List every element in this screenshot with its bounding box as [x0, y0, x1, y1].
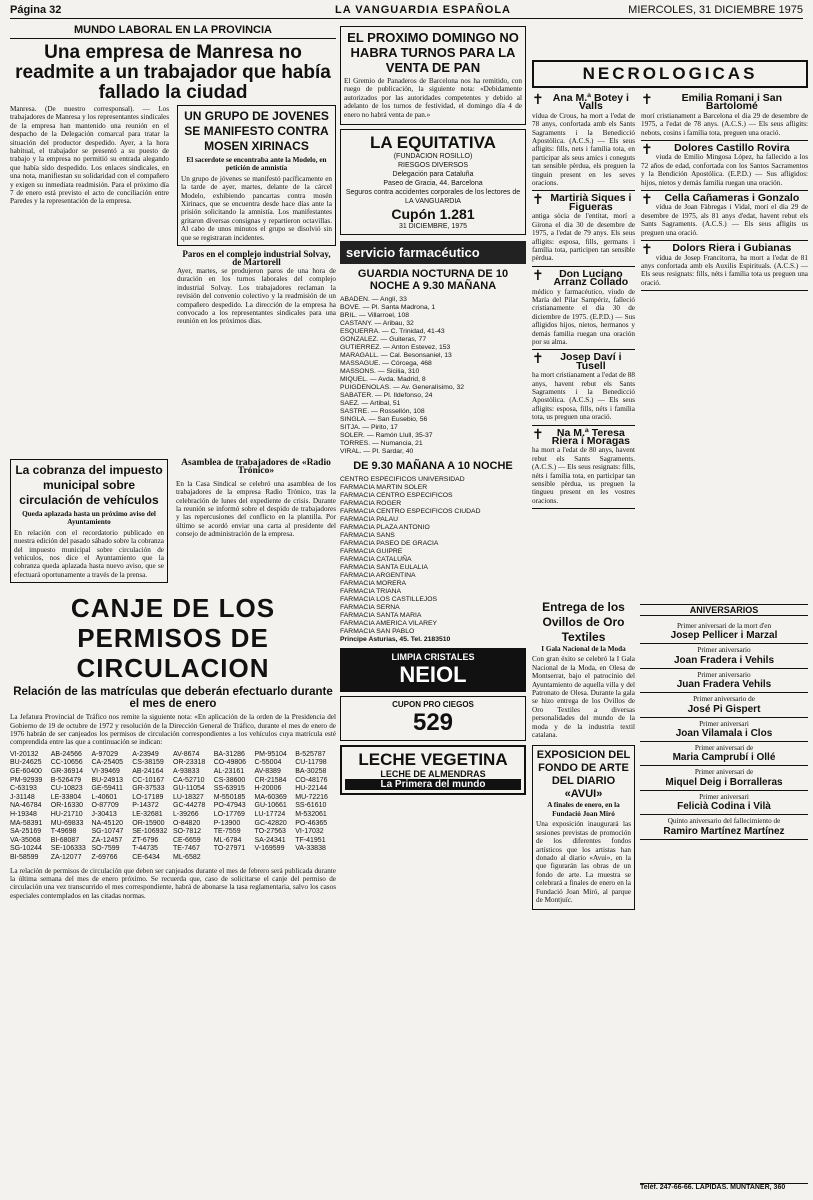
plate-code: GR-37533 [132, 785, 165, 793]
pharmacy-entry: FARMACIA PLAZA ANTONIO [340, 524, 430, 532]
canje-closing: La relación de permisos de circulación que deben ser canjeados durante el mes de febrero será publicada durante la última semana del mes de enero próximo. Se recuerda que, caso de solicitarse el canje del permiso de circulación una vez transcurrido el mes correspondiente, habrá de abonarse la tasa reglamentaria, salvo los casos especiales contemplados en las citadas normas. [10, 866, 336, 900]
pharmacy-entry: SINGLA. — San Eusebio, 56 [340, 416, 428, 424]
plate-code: CE-6659 [173, 836, 201, 844]
plate-code: C-63193 [10, 785, 37, 793]
plate-code: BA-31286 [213, 750, 245, 758]
fondo-body: Una exposición inaugurará las sesiones previstas de promoción de los diferentes fondos artísticos que los artistas han donado al diario «Avui», en la que figurarán las obras de un fondo de arte. La muestra se celebrará a finales de enero en la Fundació Joan Miró, al parque de Montjuïc. [536, 820, 631, 904]
plate-code: TE-7467 [173, 845, 200, 853]
plate-code: PO-47943 [213, 802, 246, 810]
cross-icon: ✝ [641, 143, 653, 159]
pharmacy-guardia-night: GUARDIA NOCTURNA DE 10 NOCHE A 9.30 MAÑANA [357, 268, 509, 293]
neiol-ad [340, 648, 526, 692]
cross-icon: ✝ [641, 243, 653, 259]
pharmacy-note: Principe Asturias, 45. Tel. 2183510 [340, 636, 451, 644]
plate-code: T-49698 [50, 828, 77, 836]
masthead [10, 4, 803, 19]
obituary-entry [532, 353, 635, 425]
plate-code: BU-24625 [10, 759, 42, 767]
domingo-body: El Gremio de Panaderos de Barcelona nos ha remitido, con ruego de publicación, la siguiente nota: «Debidamente autorizados por las autoridades competentes y debido al adelanto de los turnos de festividad, el domingo día 4 de enero no habrá venta de pan.» [344, 77, 522, 119]
pharmacy-entry: FARMACIA ROGER [340, 500, 402, 508]
pharmacy-title: servicio farmacéutico [340, 241, 526, 264]
anniversary-entry [640, 669, 808, 693]
pharmacy-entry: FARMACIA SANTA MARIA [340, 612, 422, 620]
anniversary-label: Primer aniversario de [693, 695, 755, 704]
necrology-upper [532, 60, 808, 600]
jovenes-headline: UN GRUPO DE JOVENES SE MANIFESTO CONTRA MOSEN XIRINACS [184, 109, 329, 153]
canje-headline: CANJE DE LOS PERMISOS DE CIRCULACION [70, 593, 276, 684]
plate-code: T-44735 [132, 845, 158, 853]
plate-code: GR-36914 [50, 768, 84, 776]
plate-code: MA-60369 [254, 793, 287, 801]
plate-code: VA-33838 [295, 845, 326, 853]
leche-ad [340, 745, 526, 795]
plate-code: PO-46365 [295, 819, 328, 827]
plate-code: VI-20132 [10, 750, 39, 758]
obituary-name: Dolores Castillo Rovira [674, 142, 790, 155]
ciegos-box [340, 696, 526, 741]
plate-code: Z-69766 [91, 854, 118, 861]
pharmacy-entry: FARMACIA SAN PABLO [340, 628, 415, 636]
plate-code: HU-21710 [50, 811, 83, 819]
pharmacy-entry: FARMACIA PALAU [340, 516, 399, 524]
tronico-body: En la Casa Sindical se celebró una asamblea de los trabajadores de la empresa Radio Trónico, tras la celebración de lunes del expediente de crisis. Durante la reunión se informó sobre el despido de trabajadores y las repercusiones del conflicto en la plantilla. Por último se acordó enviar una carta al presidente del consejo de administración de la empresa. [176, 479, 336, 539]
plate-code: LU-18327 [173, 793, 204, 801]
pharmacy-entry: FARMACIA AMERICA VILAREY [340, 620, 438, 628]
obituary-name: Josep Daví i Tusell [560, 351, 622, 372]
plate-code: H-20006 [254, 785, 282, 793]
anniversary-name: José Pi Gispert [687, 703, 761, 715]
equitativa-sub4: Paseo de Gracia, 44. Barcelona [383, 180, 483, 188]
obituary-text: vídua de Josep Francitorra, ha mort a l'edat de 81 anys confortada amb els Auxilis Espirituals. (A.C.S.) — Els seus resignats: fills, néts i família tota us preguen una oració. [641, 253, 808, 287]
neiol-brand: NEIOL [399, 662, 467, 688]
plate-code: OR-23318 [173, 759, 206, 767]
anniversaries-column [640, 600, 808, 1180]
footer-ad: Teléf. 247-66-66. LAPIDAS. MUNTANER, 360 [640, 1183, 808, 1191]
plate-code: M-550185 [213, 793, 246, 801]
plate-code: ML-6784 [213, 836, 242, 844]
obituary-entry [641, 244, 808, 291]
labor-body-area [10, 105, 336, 455]
anniversaries-title: ANIVERSARIOS [640, 604, 808, 616]
cross-icon: ✝ [641, 193, 653, 209]
plate-code: J-30413 [91, 811, 117, 819]
plate-code: NA-46784 [10, 802, 42, 810]
obituary-name: Emilia Romani i San Bartolomé [681, 92, 783, 113]
labor-headline: Una empresa de Manresa no readmite a un trabajador que había fallado la ciudad [15, 42, 331, 103]
middle-column [340, 22, 526, 1192]
anniversary-label: Primer aniversari de [694, 768, 754, 777]
anniversary-name: Felicià Codina i Vilà [677, 801, 771, 813]
plate-code: CS-38159 [132, 759, 164, 767]
obituary-entry [532, 267, 635, 351]
pharmacy-entry: FARMACIA TRIANA [340, 588, 402, 596]
cross-icon: ✝ [532, 193, 544, 209]
equitativa-sub3: Delegación para Cataluña [392, 171, 474, 179]
plate-code: MA-58391 [10, 819, 43, 827]
pharmacy-entry: FARMACIA MARTIN SOLER [340, 484, 428, 492]
equitativa-sub2: RIESGOS DIVERSOS [397, 162, 469, 170]
plate-code: SG-10244 [10, 845, 42, 853]
plate-code: SO-7599 [91, 845, 120, 853]
obituary-entry [532, 194, 635, 266]
plate-code: GU-11054 [173, 785, 205, 793]
anniversary-name: Josep Pellicer i Marzal [670, 630, 778, 642]
plate-code: CA-52710 [173, 776, 205, 784]
necrology-cols [532, 91, 808, 512]
plate-code: CC-10656 [50, 759, 83, 767]
plate-code: HU-22144 [295, 785, 328, 793]
plate-code: BI-58599 [10, 854, 39, 861]
anniversary-label: Primer aniversari de la mort d'en [676, 622, 772, 630]
pharmacy-entry: VIRAL. — Pl. Sardar, 40 [340, 448, 414, 456]
anniversary-name: Miquel Deig i Borralleras [665, 776, 783, 788]
plate-code: PM-92939 [10, 776, 43, 784]
pharmacy-entry: SASTRE. — Rossellón, 108 [340, 408, 425, 416]
plate-code: LO-17769 [213, 811, 245, 819]
plates-table [10, 751, 336, 863]
plate-code: CA-25405 [91, 759, 124, 767]
plate-code: ZT-6796 [132, 836, 159, 844]
canje-sub: Relación de las matrículas que deberán efectuarlo durante el mes de enero [13, 686, 333, 711]
plate-code: B-526479 [50, 776, 82, 784]
obituary-entry [641, 144, 808, 191]
plate-code: V-169599 [254, 845, 285, 853]
obituary-name: Martirià Siques i Figueras [550, 192, 632, 213]
plate-code: CO-48176 [295, 776, 328, 784]
jovenes-body: Un grupo de jóvenes se manifestó pacíficamente en la tarde de ayer, martes, delante de la cárcel Modelo, exhibiendo pancartas contra mosén Xirinacs, que se encuentra desde hace días ante la prisión solicitando la amnistía. Los manifestantes gritaron diversas consignas y repartieron octavillas. Al cabo de unos minutos el grupo se disolvió sin que se registraran incidentes. [181, 174, 332, 242]
issue-date: MIERCOLES, 31 DICIEMBRE 1975 [628, 4, 803, 16]
equitativa-title: LA EQUITATIVA [370, 133, 496, 153]
canje-intro: La Jefatura Provincial de Tráfico nos remite la siguiente nota: «En aplicación de la orden de la Presidencia del Gobierno de 19 de octubre de 1972 y resolución de la Dirección General de Tráfico, durante el mes de enero de 1976 habrán de ser canjeados los permisos de circulación correspondientes a los vehículos cuya matrícula esté comprendida entre las que a continuación se indican: [10, 713, 336, 747]
anniversary-name: Juan Fradera Vehils [676, 679, 772, 691]
obituary-name: Cella Cañameras i Gonzalo [664, 192, 800, 205]
pharmacy-entry: BOVE. — Pl. Santa Madrona, 1 [340, 304, 436, 312]
plate-code: ML-6582 [173, 854, 201, 861]
anniversary-label: Primer aniversario [697, 646, 751, 655]
plate-code: PM-95104 [254, 750, 287, 758]
plate-code: L-40601 [91, 793, 118, 801]
pharmacy-entry: MASSONS. — Sicilia, 310 [340, 368, 420, 376]
pharmacy-entry: ESQUERRA. — C. Trinidad, 41-43 [340, 328, 445, 336]
obituary-entry [641, 194, 808, 241]
pharmacy-entry: PUIGDENOLAS. — Av. Generalísimo, 32 [340, 384, 465, 392]
pharmacy-entry: SOLER. — Ramón Llull, 35-37 [340, 432, 433, 440]
plate-code: TF-41951 [295, 836, 326, 844]
plate-code: LU-17724 [254, 811, 286, 819]
pharmacy-entry: ABADEN. — Anglí, 33 [340, 296, 407, 304]
plate-code: CU-10823 [50, 785, 83, 793]
pharmacy-entry: SITJA. — Pirito, 17 [340, 424, 398, 432]
plate-code: CR-21584 [254, 776, 287, 784]
plate-code: H-19348 [10, 811, 37, 819]
tronico-block [176, 455, 336, 587]
plate-code: AB-24566 [50, 750, 82, 758]
pharmacy-entry: SABATER. — Pl. Ildefonso, 24 [340, 392, 433, 400]
plate-code: O-84820 [173, 819, 201, 827]
equitativa-date: 31 DICIEMBRE, 1975 [398, 223, 468, 231]
obit-col-a [532, 91, 635, 512]
paros-headline: Paros en el complejo industrial Solvay, de Martorell [182, 249, 331, 268]
pharmacy-entry: FARMACIA SANTA EULALIA [340, 564, 428, 572]
plate-code: VI-39469 [91, 768, 120, 776]
tronico-headline: Asamblea de trabajadores de «Radio Trónico» [181, 458, 331, 477]
obituary-text: vídua de Joan Fàbregas i Vidal, morí el dia 29 de desembre de 1975, als 81 anys d'edat, havent rebut els Sants Sagraments. (A.C.S.) — Els seus afligits us preguen una oració. [641, 203, 808, 237]
leche-tag: La Primera del mundo [345, 779, 521, 790]
domingo-headline: EL PROXIMO DOMINGO NO HABRA TURNOS PARA LA VENTA DE PAN [347, 30, 519, 75]
jovenes-box [177, 105, 336, 246]
plate-code: GE-59411 [91, 785, 123, 793]
plate-code: P-14372 [132, 802, 159, 810]
plate-code: A-97029 [91, 750, 118, 758]
plate-code: TO-27971 [213, 845, 246, 853]
ciegos-label: CUPON PRO CIEGOS [392, 700, 474, 710]
plate-code: VI-17032 [295, 828, 324, 836]
pharmacy-night-list [340, 296, 526, 456]
plate-code: ZA-12457 [91, 836, 123, 844]
plate-code: LO-17189 [132, 793, 164, 801]
obituary-entry [641, 94, 808, 141]
anniversary-label: Primer aniversario [697, 670, 751, 679]
labor-column [10, 22, 336, 1192]
pharmacy-entry: SAEZ. — Artibal, 51 [340, 400, 401, 408]
plate-code: AB-24164 [132, 768, 164, 776]
obituary-text: médico y farmacéutico, viudo de María del Pilar Sampériz, falleció cristianamente el día 30 de diciembre de 1975. (E.P.D.) — Sus afligidos hijos, nietos, hermanos y demás familia ruegan una oración por su alma. [532, 287, 635, 346]
plate-code: CU-11798 [295, 759, 327, 767]
plate-code: CO-49806 [213, 759, 247, 767]
plate-code: MU-69833 [50, 819, 84, 827]
plate-code: L-39266 [173, 811, 199, 819]
plate-code: SO-7812 [173, 828, 202, 836]
ciegos-number: 529 [412, 709, 454, 737]
plate-code: TE-7559 [213, 828, 241, 836]
obituary-text: viuda de Emilio Mingosa López, ha fallecido a los 72 años de edad, confortada con los Santos Sacramentos y la Bendición Apostólica. (E.P.D.) — Sus afligidos: hijos, nietos y demás familia ruegan una oración. [641, 153, 808, 187]
exhibition-column [532, 600, 635, 1175]
cobranza-headline: La cobranza del impuesto municipal sobre circulación de vehículos [15, 463, 163, 507]
plate-code: SE-106333 [50, 845, 86, 853]
plate-code: C-55004 [254, 759, 282, 767]
plate-code: GC-42820 [254, 819, 287, 827]
anniversary-name: Joan Vilamala i Clos [675, 728, 773, 740]
anniversary-entry [640, 742, 808, 766]
ovillos-headline: Entrega de los Ovillos de Oro Textiles [542, 600, 625, 644]
obituary-name: Ana M.ª Botey i Valls [552, 92, 629, 113]
pharmacy-entry: FARMACIA ARGENTINA [340, 572, 416, 580]
pharmacy-entry: GUTIERREZ. — Anton Estevez, 153 [340, 344, 451, 352]
anniversary-label: Primer aniversari de [694, 744, 754, 753]
domingo-box [340, 26, 526, 125]
paper-name: LA VANGUARDIA ESPAÑOLA [335, 4, 511, 16]
paros-block [177, 250, 336, 326]
plate-code: BA-30258 [295, 768, 327, 776]
obit-col-b [641, 91, 808, 512]
pharmacy-entry: FARMACIA SERNA [340, 604, 400, 612]
pharmacy-entry: CASTANY. — Aribau, 32 [340, 320, 414, 328]
anniversary-entry [640, 644, 808, 668]
plate-code: SE-106932 [132, 828, 168, 836]
plate-code: NA-45120 [91, 819, 124, 827]
cobranza-box [10, 459, 168, 583]
pharmacy-entry: BRIL. — Villarroel, 108 [340, 312, 410, 320]
plate-code: P-13900 [213, 819, 241, 827]
pharmacy-entry: FARMACIA LOS CASTILLEJOS [340, 596, 438, 604]
equitativa-sub1: (FUNDACION ROSILLO) [393, 153, 473, 161]
plate-code: B-525787 [295, 750, 326, 758]
pharmacy-guardia-day: DE 9.30 MAÑANA A 10 NOCHE [353, 460, 513, 473]
leche-sub: LECHE DE ALMENDRAS [380, 769, 486, 780]
equitativa-cupon: Cupón 1.281 [391, 206, 475, 223]
plate-code: CS-38600 [213, 776, 246, 784]
pharmacy-entry: FARMACIA CENTRO ESPECIFICOS [340, 492, 453, 500]
obituary-text: ha mort cristianament a l'edat de 88 anys, havent rebut els Sants Sagraments i la Benedicció Apostòlica. (A.C.S.) — Els seus afligits: esposa, fills, néts i família tota, us preguen una oració. [532, 371, 635, 422]
plate-code: BU-24913 [91, 776, 124, 784]
plate-code: LE-33804 [50, 793, 82, 801]
pharmacy-entry: FARMACIA GUIPRE [340, 548, 403, 556]
page-number: Página 32 [10, 4, 62, 16]
plate-code: AV-8674 [173, 750, 200, 758]
anniversary-entry [640, 815, 808, 839]
anniversary-name: Ramiro Martínez Martínez [663, 825, 785, 837]
ovillos-sub: I Gala Nacional de la Moda [541, 645, 626, 653]
plate-code: MU-72216 [295, 793, 328, 801]
leche-brand: LECHE VEGETINA [358, 750, 508, 770]
plate-code: J-31148 [10, 793, 35, 801]
plate-code: SG-10747 [91, 828, 124, 836]
plate-code: M-532061 [295, 811, 327, 819]
paros-body: Ayer, martes, se produjeron paros de una hora de duración en los turnos laborales del complejo industrial Solvay. Los trabajadores reclaman la revisión del convenio colectivo y la readmisión de un compañero despedido. La dirección de la empresa ha convocado a los representantes sindicales para una reunión en los próximos días. [177, 266, 336, 326]
anniversary-entry [640, 791, 808, 815]
labor-body: Manresa. (De nuestro corresponsal). — Los trabajadores de Manresa y los representantes sindicales de la empresa han mantenido una reunión en el despacho de la Delegación comarcal para tratar la situación del productor despedido. Ayer, a la hora habitual, el trabajador se presentó a su puesto de trabajo y la empresa no permitió su entrada alegando que había sido despedido. Los enlaces sindicales, en una nota, manifiestan su solidaridad con el compañero y exigen su inmediata readmisión. Para el próximo día 7 de enero está previsto el acto de conciliación entre Paredes y la representación de la empresa. [10, 105, 169, 206]
pharmacy-entry: CENTRO ESPECIFICOS UNIVERSIDAD [340, 476, 465, 484]
pharmacy-day-list [340, 476, 526, 636]
plate-code: AL-23161 [213, 768, 245, 776]
pharmacy-entry: FARMACIA CENTRO ESPECIFICOS CIUDAD [340, 508, 481, 516]
obituary-text: morí cristianament a Barcelona el dia 29 de desembre de 1975, a l'edat de 78 anys. (A.C.S.) — Els seus afligits: nebots, cosins i família tota, preguen una oració. [641, 111, 808, 137]
ovillos-body: Con gran éxito se celebró la I Gala Nacional de la Moda, en Olesa de Montserrat, bajo el patrocinio del Ayuntamiento de aquella villa y del Patronato de Olesa. Durante la gala se hizo entrega de los Ovillos de Oro Textiles a diversas personalidades del mundo de la moda y de la industria textil catalana. [532, 655, 635, 740]
fondo-sub: A finales de enero, en la Fundació Joan Miró [547, 801, 620, 818]
lower-row [10, 455, 336, 587]
pharmacy-entry: FARMACIA PASEO DE GRACIA [340, 540, 439, 548]
fondo-box [532, 745, 635, 910]
equitativa-sub5: Seguros contra accidentes corporales de los lectores de LA VANGUARDIA [345, 189, 521, 206]
cross-icon: ✝ [532, 352, 544, 368]
plate-code: CC-10167 [132, 776, 165, 784]
anniversary-entry [640, 620, 808, 644]
plate-code: O-87709 [91, 802, 119, 810]
plate-code: ZA-12077 [50, 854, 82, 861]
obituary-name: Dolors Riera i Gubianas [672, 242, 792, 255]
pharmacy-entry: TORRES. — Numancia, 21 [340, 440, 423, 448]
plate-code: A-93833 [173, 768, 200, 776]
obituary-entry [532, 426, 635, 510]
pharmacy-entry: FARMACIA CATALUÑA [340, 556, 412, 564]
anniversary-label: Primer aniversari [699, 792, 749, 801]
cross-icon: ✝ [532, 268, 544, 284]
plate-code: OR-15900 [132, 819, 165, 827]
equitativa-box [340, 129, 526, 235]
fondo-headline: EXPOSICION DEL FONDO DE ARTE DEL DIARIO «AVUI» [536, 749, 631, 801]
pharmacy-entry: FARMACIA SANS [340, 532, 395, 540]
anniversary-name: Maria Camprubí i Ollé [672, 752, 776, 764]
plate-code: AV-8389 [254, 768, 281, 776]
cobranza-sub: Queda aplazada hasta un próximo aviso del Ayuntamiento [22, 510, 156, 527]
jovenes-sub: El sacerdote se encontraba ante la Modelo, en petición de amnistía [186, 156, 327, 173]
plate-code: LE-32681 [132, 811, 163, 819]
plate-code: SA-24341 [254, 836, 286, 844]
plate-code: VA-35068 [10, 836, 41, 844]
cross-icon: ✝ [532, 93, 544, 108]
plate-code: TO-27563 [254, 828, 286, 836]
pharmacy-entry: MASSAGUE. — Córcega, 468 [340, 360, 432, 368]
obituary-text: antiga sòcia de l'entitat, morí a Girona el dia 30 de desembre de 1975, a l'edat de 79 anys. Els seus afligits: esposa, fills, germans i família tota, participen tan sensible pèrdua. [532, 212, 635, 263]
necrology-title: NECROLOGICAS [532, 60, 808, 88]
plate-code: GC-44278 [173, 802, 206, 810]
anniversary-label: Quinto aniversario del fallecimiento de [667, 817, 781, 826]
plate-code: OR-16330 [50, 802, 84, 810]
pharmacy-entry: GONZALEZ. — Guiteras, 77 [340, 336, 427, 344]
obituary-text: vídua de Crous, ha mort a l'edat de 78 anys, confortada amb els Sants Sagraments i la Benedicció Apostòlica. (A.C.S.) — Els seus afligits: fills, nets i família tota, en participar als seus amics i coneguts tan sensible pèrdua, els preguen la tinguin present en les seves oracions. [532, 111, 635, 188]
plate-code: GU-10661 [254, 802, 287, 810]
plate-code: GE-60400 [10, 768, 42, 776]
anniversary-label: Primer aniversari [699, 719, 749, 728]
anniversary-entry [640, 693, 808, 717]
pharmacy-entry: FARMACIA MORERA [340, 580, 407, 588]
obituary-entry [532, 94, 635, 191]
cobranza-body: En relación con el recordatorio publicado en nuestra edición del pasado sábado sobre la cobranza del impuesto municipal sobre circulación de vehículos, nos dice el Ayuntamiento que la cobranza queda aplazada hasta nuevo aviso, que se efectuará oportunamente a través de la prensa. [14, 528, 164, 579]
cross-icon: ✝ [532, 427, 544, 443]
plate-code: BI-68087 [50, 836, 80, 844]
pharmacy-entry: MIQUEL. — Avda. Madrid, 8 [340, 376, 426, 384]
cross-icon: ✝ [641, 93, 653, 108]
plate-code: CE-6434 [132, 854, 160, 861]
anniversary-name: Joan Fradera i Vehils [673, 654, 775, 666]
plate-code: SS-63915 [213, 785, 245, 793]
obituary-text: ha mort a l'edat de 80 anys, havent rebut els Sants Sagraments. (A.C.S.) — Els seus resignats: fills, néts i família tota, en participar tan sensible pèrdua, us preguen la tingueu present en les vostres oracions. [532, 446, 635, 505]
obituary-name: Na M.ª Teresa Riera i Moragas [551, 426, 630, 448]
anniversaries-list [640, 620, 808, 840]
plate-code: A-23949 [132, 750, 159, 758]
plate-code: SS-61610 [295, 802, 327, 810]
pharmacy-entry: MARAGALL. — Cal. Besonsaniel, 13 [340, 352, 452, 360]
anniversary-entry [640, 718, 808, 742]
plate-code: SA-25169 [10, 828, 42, 836]
section-title: MUNDO LABORAL EN LA PROVINCIA [10, 22, 336, 39]
neiol-top: LIMPIA CRISTALES [391, 652, 475, 663]
obituary-name: Don Luciano Arranz Collado [553, 267, 629, 289]
anniversary-entry [640, 766, 808, 790]
